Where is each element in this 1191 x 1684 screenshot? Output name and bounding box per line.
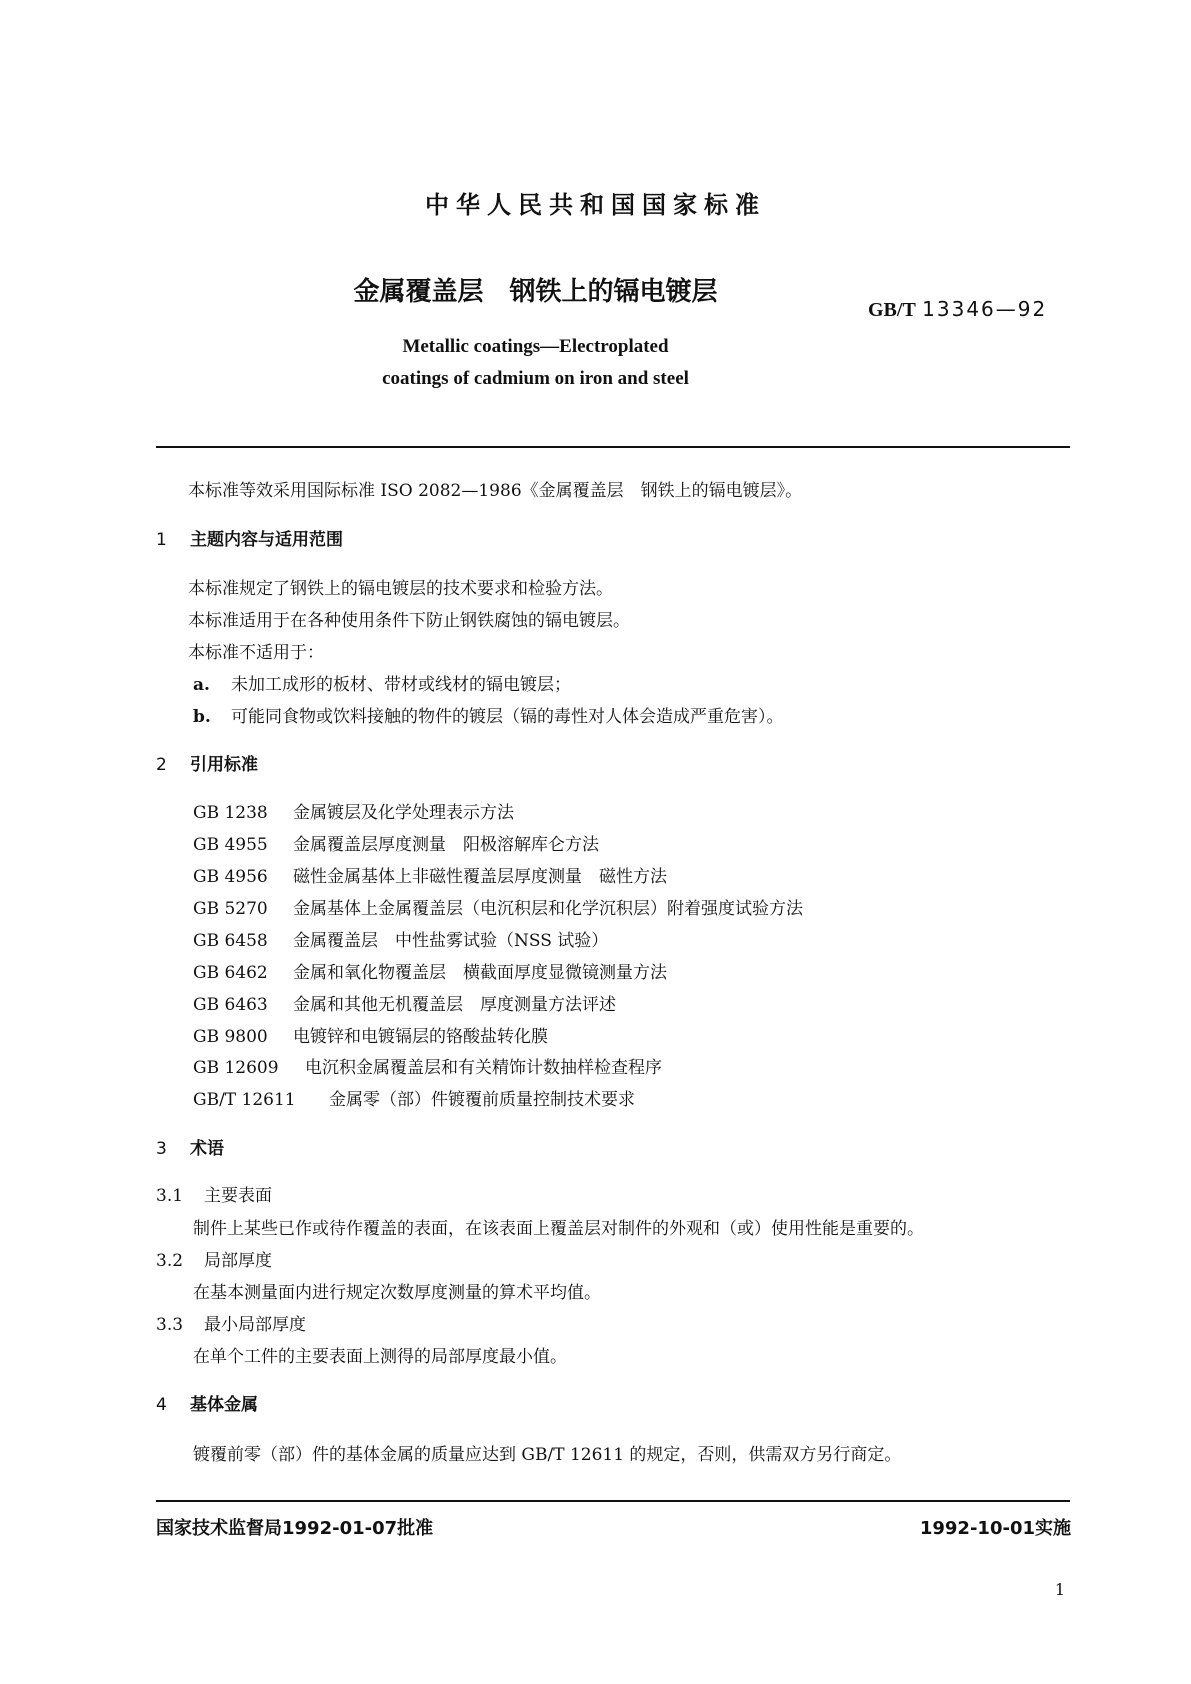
list-item-a xyxy=(193,670,571,695)
standard-number xyxy=(868,297,1047,322)
implementation-date: 1992-10-01实施 xyxy=(919,1518,1071,1539)
national-standard-title: 中华人民共和国国家标准 xyxy=(425,191,766,219)
list-text: 可能同食物或饮料接触的物件的镀层（镉的毒性对人体会造成严重危害）。 xyxy=(231,707,784,727)
section-title: 主题内容与适用范围 xyxy=(190,530,343,550)
reference-title: 金属和其他无机覆盖层 厚度测量方法评述 xyxy=(293,995,616,1015)
term-heading xyxy=(156,1181,272,1206)
reference-code: GB 4956 xyxy=(193,867,268,887)
section-4-paragraph: 镀覆前零（部）件的基体金属的质量应达到 GB/T 12611 的规定，否则，供需双方另行商定。 xyxy=(193,1445,902,1465)
reference-title: 磁性金属基体上非磁性覆盖层厚度测量 磁性方法 xyxy=(293,867,667,887)
term-definition: 在基本测量面内进行规定次数厚度测量的算术平均值。 xyxy=(193,1283,601,1303)
section-title: 引用标准 xyxy=(190,755,258,775)
section-4-heading xyxy=(156,1390,258,1415)
term-number: 3.3 xyxy=(156,1315,184,1335)
reference-title: 金属覆盖层厚度测量 阳极溶解库仑方法 xyxy=(293,835,599,855)
section-1-paragraph: 本标准规定了钢铁上的镉电镀层的技术要求和检验方法。 xyxy=(188,579,613,599)
term-number: 3.2 xyxy=(156,1251,184,1271)
term-definition: 制件上某些已作或待作覆盖的表面，在该表面上覆盖层对制件的外观和（或）使用性能是重要的。 xyxy=(193,1219,924,1239)
section-title: 术语 xyxy=(190,1139,224,1159)
reference-code: GB 4955 xyxy=(193,835,268,855)
reference-item xyxy=(193,1085,635,1110)
reference-item xyxy=(193,990,616,1015)
reference-code: GB 6462 xyxy=(193,963,268,983)
standard-code: 13346—92 xyxy=(922,297,1048,321)
reference-code: GB 9800 xyxy=(193,1027,268,1047)
intro-paragraph: 本标准等效采用国际标准 ISO 2082—1986《金属覆盖层 钢铁上的镉电镀层》。 xyxy=(188,481,803,501)
reference-item xyxy=(193,830,599,855)
section-number: 3 xyxy=(156,1139,167,1159)
term-name: 局部厚度 xyxy=(204,1251,272,1271)
section-number: 4 xyxy=(156,1395,167,1415)
section-1-paragraph: 本标准适用于在各种使用条件下防止钢铁腐蚀的镉电镀层。 xyxy=(188,611,630,631)
approval-date: 国家技术监督局1992-01-07批准 xyxy=(156,1518,434,1539)
section-3-heading xyxy=(156,1134,224,1159)
reference-title: 金属覆盖层 中性盐雾试验（NSS 试验） xyxy=(293,931,609,951)
section-number: 2 xyxy=(156,755,167,775)
term-number: 3.1 xyxy=(156,1186,184,1206)
reference-title: 金属基体上金属覆盖层（电沉积层和化学沉积层）附着强度试验方法 xyxy=(293,899,803,919)
english-title-line1: Metallic coatings—Electroplated xyxy=(402,336,669,357)
header-divider xyxy=(156,446,1070,448)
reference-item xyxy=(193,1022,548,1047)
reference-item xyxy=(193,926,608,951)
reference-code: GB/T 12611 xyxy=(193,1090,296,1110)
term-definition: 在单个工件的主要表面上测得的局部厚度最小值。 xyxy=(193,1347,567,1367)
list-label: a. xyxy=(193,675,210,695)
section-number: 1 xyxy=(156,530,167,550)
reference-code: GB 6463 xyxy=(193,995,268,1015)
term-heading xyxy=(156,1246,272,1271)
reference-item xyxy=(193,958,667,983)
list-label: b. xyxy=(193,707,211,727)
section-1-heading xyxy=(156,525,343,550)
page-number: 1 xyxy=(1054,1580,1065,1599)
section-title: 基体金属 xyxy=(190,1395,258,1415)
list-text: 未加工成形的板材、带材或线材的镉电镀层； xyxy=(231,675,571,695)
reference-title: 电沉积金属覆盖层和有关精饰计数抽样检查程序 xyxy=(305,1058,662,1078)
list-item-b xyxy=(193,702,784,727)
reference-item xyxy=(193,894,803,919)
footer-divider xyxy=(156,1500,1070,1502)
section-1-paragraph: 本标准不适用于： xyxy=(188,643,324,663)
term-heading xyxy=(156,1310,306,1335)
reference-title: 金属和氧化物覆盖层 横截面厚度显微镜测量方法 xyxy=(293,963,667,983)
standard-prefix: GB/T xyxy=(868,299,916,321)
document-title: 金属覆盖层 钢铁上的镉电镀层 xyxy=(353,277,718,307)
reference-title: 电镀锌和电镀镉层的铬酸盐转化膜 xyxy=(293,1027,548,1047)
reference-item xyxy=(193,1053,662,1078)
reference-item xyxy=(193,798,514,823)
english-title-line2: coatings of cadmium on iron and steel xyxy=(382,368,689,389)
term-name: 主要表面 xyxy=(204,1186,272,1206)
reference-title: 金属镀层及化学处理表示方法 xyxy=(293,803,514,823)
reference-code: GB 1238 xyxy=(193,803,268,823)
reference-item xyxy=(193,862,667,887)
term-name: 最小局部厚度 xyxy=(204,1315,306,1335)
reference-code: GB 5270 xyxy=(193,899,268,919)
reference-code: GB 12609 xyxy=(193,1058,279,1078)
reference-code: GB 6458 xyxy=(193,931,268,951)
section-2-heading xyxy=(156,750,258,775)
reference-title: 金属零（部）件镀覆前质量控制技术要求 xyxy=(329,1090,635,1110)
